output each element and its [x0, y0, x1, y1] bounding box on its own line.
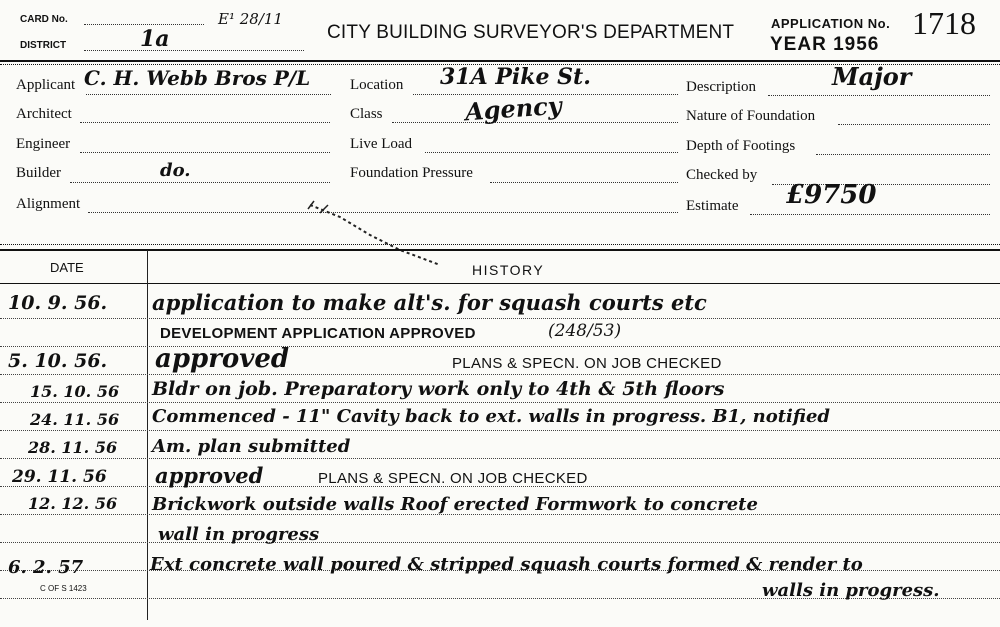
estimate-line	[750, 214, 990, 215]
district-line	[84, 50, 304, 51]
date-column-divider	[147, 250, 148, 620]
history-date: 28. 11. 56	[28, 438, 118, 457]
table-top-dotted	[0, 244, 1000, 245]
district-label: DISTRICT	[20, 40, 67, 51]
engineer-line	[80, 152, 330, 153]
application-label: APPLICATION No.	[771, 16, 891, 31]
history-entry: approved	[155, 463, 264, 488]
department-title: CITY BUILDING SURVEYOR'S DEPARTMENT	[327, 22, 735, 43]
history-date: 24. 11. 56	[30, 410, 120, 429]
card-no-label: CARD No.	[20, 14, 68, 25]
history-entry: walls in progress.	[762, 580, 940, 601]
class-value: Agency	[464, 90, 563, 127]
nature-foundation-label: Nature of Foundation	[686, 108, 816, 124]
district-note: E¹ 28/11	[218, 10, 283, 28]
district-value: 1a	[140, 26, 170, 52]
history-entry: Brickwork outside walls Roof erected Formwork to concrete	[152, 494, 758, 515]
application-number: 1718	[912, 5, 976, 41]
estimate-value: £9750	[786, 180, 877, 210]
history-date: 12. 12. 56	[28, 494, 118, 513]
history-entry: application to make alt's. for squash courts etc	[152, 290, 707, 315]
history-entry: Commenced - 11" Cavity back to ext. walls in progress. B1, notified	[152, 406, 831, 427]
location-label: Location	[350, 77, 404, 93]
date-header: DATE	[50, 260, 84, 275]
live-load-label: Live Load	[350, 136, 413, 152]
depth-footings-line	[816, 154, 990, 155]
live-load-line	[425, 152, 678, 153]
row-rule	[0, 458, 1000, 459]
history-stamp: DEVELOPMENT APPLICATION APPROVED	[160, 325, 476, 342]
row-rule	[0, 430, 1000, 431]
row-rule	[0, 318, 1000, 319]
engineer-label: Engineer	[16, 136, 71, 152]
estimate-label: Estimate	[686, 198, 739, 214]
history-entry: Ext concrete wall poured & stripped squash courts formed & render to	[150, 554, 863, 575]
class-label: Class	[350, 106, 383, 122]
row-rule	[0, 346, 1000, 347]
description-value: Major	[832, 62, 912, 91]
history-entry: Bldr on job. Preparatory work only to 4th & 5th floors	[152, 378, 725, 400]
location-value: 31A Pike St.	[440, 64, 591, 90]
history-stamp: PLANS & SPECN. ON JOB CHECKED	[318, 470, 588, 487]
history-date: 15. 10. 56	[30, 382, 120, 401]
history-entry: approved	[155, 344, 290, 374]
history-date: 5. 10. 56.	[8, 350, 108, 372]
history-note: (248/53)	[548, 321, 622, 341]
architect-label: Architect	[16, 106, 72, 122]
builder-label: Builder	[16, 165, 61, 181]
builder-line	[70, 182, 330, 183]
applicant-label: Applicant	[16, 77, 76, 93]
builder-value: do.	[160, 160, 191, 181]
history-date: 10. 9. 56.	[8, 292, 108, 314]
nature-foundation-line	[838, 124, 990, 125]
row-rule	[0, 542, 1000, 543]
class-line	[392, 122, 678, 123]
header-row-line	[0, 283, 1000, 284]
history-stamp: PLANS & SPECN. ON JOB CHECKED	[452, 355, 722, 372]
history-date: 6. 2. 57	[8, 557, 84, 578]
depth-footings-label: Depth of Footings	[686, 138, 796, 154]
form-code: C OF S 1423	[40, 584, 87, 593]
history-entry: wall in progress	[158, 524, 320, 545]
foundation-pressure-label: Foundation Pressure	[350, 165, 473, 181]
description-label: Description	[686, 79, 756, 95]
card-no-line	[84, 24, 204, 25]
year-label: YEAR 1956	[770, 34, 880, 55]
foundation-pressure-line	[490, 182, 678, 183]
history-header: HISTORY	[472, 262, 545, 278]
scribble-mark	[300, 195, 460, 275]
row-rule	[0, 374, 1000, 375]
alignment-label: Alignment	[16, 196, 81, 212]
history-date: 29. 11. 56	[12, 467, 107, 487]
table-top-line	[0, 249, 1000, 251]
architect-line	[80, 122, 330, 123]
history-entry: Am. plan submitted	[152, 436, 351, 457]
applicant-line	[86, 94, 331, 95]
checked-by-label: Checked by	[686, 167, 758, 183]
description-line	[768, 95, 990, 96]
row-rule	[0, 402, 1000, 403]
applicant-value: C. H. Webb Bros P/L	[84, 66, 311, 90]
